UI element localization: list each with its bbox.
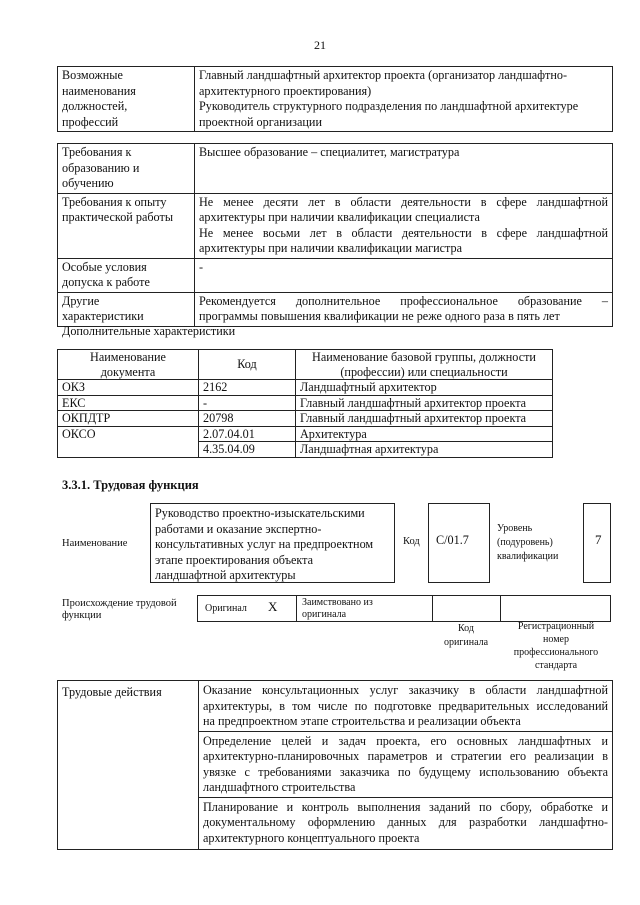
- action-line: на предпроектном этапе строительства и реализации объекта: [203, 714, 521, 728]
- action-line: документальному оформлению данных для разработки ландшафтно-: [203, 815, 608, 829]
- table-row: [58, 411, 553, 427]
- positions-value-line: проектной организации: [199, 114, 322, 129]
- row-label-line: обучению: [62, 176, 114, 190]
- cell-name: Архитектура: [296, 426, 553, 442]
- row-value-line: программы повышения квалификации не реже одного раза в пять лет: [199, 309, 560, 323]
- header-line: Наименование: [90, 350, 166, 364]
- row-value-line: Высшее образование – специалитет, магистратура: [199, 145, 460, 159]
- table-row: [58, 144, 613, 194]
- labour-action-item: [199, 683, 612, 732]
- labour-actions-table: [57, 680, 613, 850]
- labour-actions-items: [199, 681, 613, 850]
- table-header-row: [58, 350, 553, 380]
- caption-line: Код: [458, 623, 474, 634]
- code-label: Код: [403, 536, 420, 547]
- row-value-line: Не менее восьми лет в области деятельности в сфере ландшафтной: [199, 225, 608, 240]
- caption-line: номер: [543, 634, 569, 645]
- row-label-line: практической работы: [62, 210, 174, 224]
- cell-doc: [58, 442, 199, 458]
- other-value-cell: [195, 292, 613, 326]
- cell-name: Главный ландшафтный архитектор проекта: [296, 411, 553, 427]
- education-label-cell: [58, 144, 195, 194]
- row-value-line: Не менее десяти лет в области деятельности в сфере ландшафтной: [199, 194, 608, 209]
- header-code: Код: [199, 350, 296, 380]
- cell-code: 2.07.04.01: [199, 426, 296, 442]
- original-label: Оригинал: [205, 603, 247, 614]
- cell-name: Главный ландшафтный архитектор проекта: [296, 395, 553, 411]
- table-row: [58, 426, 553, 442]
- action-line: увязке с требованиями заказчика по будущему использованию объекта: [203, 764, 608, 779]
- row-value-line: -: [199, 259, 204, 274]
- function-name-line: Руководство проектно-изыскательскими: [155, 506, 365, 520]
- positions-value-line: Главный ландшафтный архитектор проекта (организатор ландшафтно-: [199, 68, 568, 82]
- reg-number-caption: [500, 620, 612, 672]
- labour-action-item: [199, 734, 612, 798]
- experience-label-cell: [58, 193, 195, 258]
- caption-line: стандарта: [534, 660, 578, 671]
- header-name: [296, 350, 553, 380]
- row-label-line: образованию и: [62, 160, 140, 175]
- positions-value-line: архитектурного проектирования): [199, 83, 372, 98]
- action-line: архитектуры, в том числе по подготовке предварительных исследований: [203, 698, 608, 713]
- function-name-line: консультативных услуг на предпроектном: [155, 537, 374, 551]
- action-line: Оказание консультационных услуг заказчику в области ландшафтной: [203, 683, 608, 697]
- table-row: [58, 292, 613, 326]
- cell-doc: ОКПДТР: [58, 411, 199, 427]
- function-name-line: этапе проектирования объекта: [155, 552, 314, 567]
- code-original-caption: [432, 622, 500, 650]
- page-number: 21: [314, 38, 326, 52]
- positions-value-cell: [195, 67, 613, 132]
- special-conditions-value-cell: [195, 258, 613, 292]
- cell-name: Ландшафтная архитектура: [296, 442, 553, 458]
- section-heading: [62, 478, 199, 493]
- table-row: [58, 258, 613, 292]
- row-label-line: характеристики: [62, 309, 144, 323]
- cell-doc: ОКСО: [58, 426, 199, 442]
- classifiers-table: [57, 349, 553, 458]
- origin-divider: [432, 595, 433, 622]
- row-label-line: Требования к опыту: [62, 194, 167, 209]
- section-title: Трудовая функция: [93, 478, 199, 492]
- cell-code: -: [199, 395, 296, 411]
- origin-label-line: Происхождение трудовой: [62, 598, 177, 609]
- borrowed-label-line: Заимствовано из: [302, 597, 373, 608]
- action-line: Планирование и контроль выполнения заданий по сбору, обработке и: [203, 799, 608, 814]
- action-line: архитектурного концептуального проекта: [203, 830, 420, 845]
- origin-label-line: функции: [62, 610, 102, 621]
- labour-actions-label: Трудовые действия: [58, 681, 199, 850]
- action-line: архитектурно-планировочных параметров и стратегии его реализации в: [203, 749, 608, 763]
- level-label-line: квалификации: [497, 551, 559, 562]
- labour-action-item: [199, 800, 612, 848]
- positions-label-line: профессий: [62, 114, 119, 129]
- action-line: ландшафтного строительства: [203, 780, 356, 794]
- other-label-cell: [58, 292, 195, 326]
- borrowed-label: [302, 597, 373, 621]
- header-line: (профессии) или специальности: [340, 364, 508, 379]
- header-document: [58, 350, 199, 380]
- positions-label-line: наименования: [62, 83, 136, 98]
- row-value-line: архитектуры при наличии квалификации магистра: [199, 241, 463, 255]
- education-value-cell: [195, 144, 613, 194]
- header-line: документа: [100, 364, 156, 379]
- level-value: 7: [583, 503, 611, 583]
- special-conditions-label-cell: [58, 258, 195, 292]
- row-value-line: Рекомендуется дополнительное профессиональное образование –: [199, 293, 608, 308]
- code-value: С/01.7: [428, 503, 490, 583]
- additional-characteristics-title: Дополнительные характеристики: [62, 324, 236, 338]
- level-label-line: Уровень: [497, 523, 533, 534]
- caption-line: профессионального: [513, 647, 599, 658]
- function-name-box: [150, 503, 395, 583]
- cell-name: Ландшафтный архитектор: [296, 380, 553, 396]
- cell-code: 2162: [199, 380, 296, 396]
- cell-doc: ЕКС: [58, 395, 199, 411]
- positions-label-cell: [58, 67, 195, 132]
- function-name-line: работами и оказание экспертно-: [155, 521, 322, 536]
- table-row: [58, 395, 553, 411]
- cell-code: 4.35.04.09: [199, 442, 296, 458]
- caption-line: оригинала: [443, 637, 489, 648]
- header-line: Наименование базовой группы, должности: [312, 350, 536, 364]
- caption-line: Регистрационный: [517, 621, 595, 632]
- cell-doc: ОКЗ: [58, 380, 199, 396]
- row-label-line: Другие: [62, 293, 100, 308]
- table-row: [58, 380, 553, 396]
- origin-box: [197, 595, 611, 622]
- positions-table: [57, 66, 613, 132]
- positions-label-line: должностей,: [62, 99, 128, 113]
- level-label-line: (подуровень): [497, 537, 553, 548]
- action-line: Определение целей и задач проекта, его основных ландшафтных и: [203, 733, 608, 748]
- positions-value-line: Руководитель структурного подразделения по ландшафтной архитектуре: [199, 99, 579, 113]
- level-label: [497, 522, 558, 564]
- origin-divider: [296, 595, 297, 622]
- origin-divider: [500, 595, 501, 622]
- row-label-line: Особые условия: [62, 259, 147, 274]
- section-number: 3.3.1.: [62, 478, 91, 492]
- table-row: [58, 442, 553, 458]
- row-label-line: допуска к работе: [62, 275, 150, 289]
- function-name-line: ландшафтной архитектуры: [155, 568, 296, 582]
- requirements-table: [57, 143, 613, 327]
- row-value-line: архитектуры при наличии квалификации специалиста: [199, 210, 480, 224]
- cell-code: 20798: [199, 411, 296, 427]
- experience-value-cell: [195, 193, 613, 258]
- positions-label-line: Возможные: [62, 68, 123, 82]
- original-mark: Х: [268, 599, 278, 614]
- name-label: Наименование: [62, 538, 128, 549]
- table-row: [58, 193, 613, 258]
- origin-label: [62, 598, 177, 622]
- borrowed-label-line: оригинала: [302, 609, 347, 620]
- row-label-line: Требования к: [62, 145, 132, 159]
- table-row: [58, 681, 613, 850]
